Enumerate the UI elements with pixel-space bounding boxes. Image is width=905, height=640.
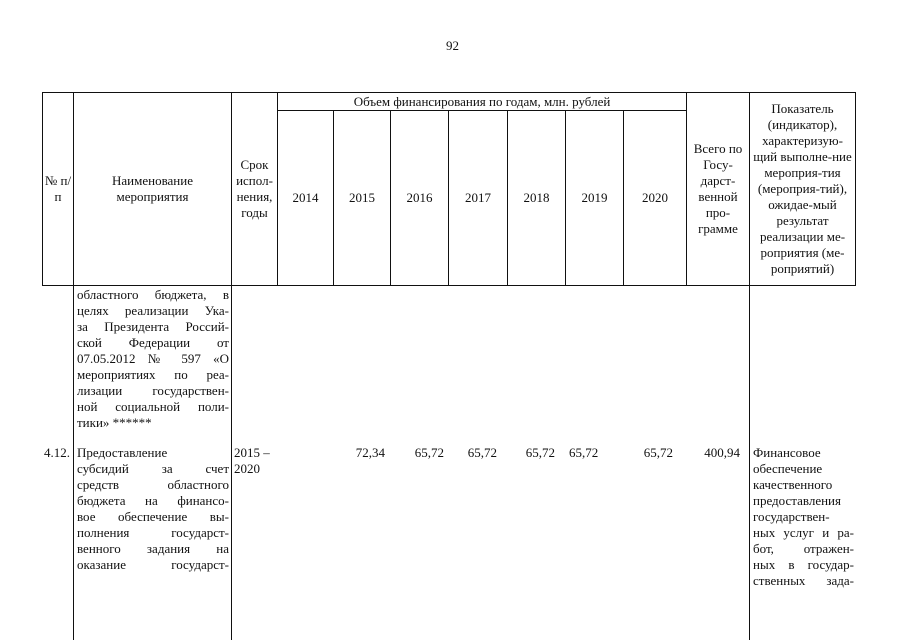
text-line: мероприятиях по реа- bbox=[77, 367, 229, 382]
text-line: бот, отражен- bbox=[753, 541, 854, 556]
text-line: полнения государст- bbox=[77, 525, 229, 540]
header-num-text: № п/п bbox=[44, 173, 72, 204]
value-total: 400,94 bbox=[704, 445, 740, 460]
row-term bbox=[234, 445, 278, 477]
text-line: ных в государ- bbox=[753, 557, 854, 572]
column-line bbox=[73, 285, 74, 640]
text-line: областного бюджета, в bbox=[77, 287, 229, 302]
header-indicator-text: Показатель (индикатор), характеризую-щий выполне-ние мероприя-тия (мероприя-тий), ожидае-мый результат реализации ме-роприятия (ме-роприятий) bbox=[753, 101, 852, 276]
text-line: ской Федерации от bbox=[77, 335, 229, 350]
text-line: вое обеспечение вы- bbox=[77, 509, 229, 524]
text-line: 2020 bbox=[234, 461, 260, 476]
text-line: предоставления bbox=[753, 493, 841, 508]
text-line: субсидий за счет bbox=[77, 461, 229, 476]
year-label: 2020 bbox=[642, 190, 668, 205]
continuation-text bbox=[77, 287, 229, 431]
header-year-2018 bbox=[507, 110, 566, 286]
header-funding-title-text: Объем финансирования по годам, млн. рублей bbox=[353, 93, 611, 109]
year-label: 2018 bbox=[523, 190, 550, 205]
header-year-2020 bbox=[623, 110, 687, 286]
header-term bbox=[231, 92, 278, 286]
text-line: обеспечение bbox=[753, 461, 823, 476]
page-number: 92 bbox=[446, 38, 459, 53]
value-2016: 65,72 bbox=[414, 445, 444, 460]
column-line bbox=[749, 285, 750, 640]
text-line: за Президента Россий- bbox=[77, 319, 229, 334]
year-label: 2016 bbox=[406, 190, 433, 205]
text-line: ных услуг и ра- bbox=[753, 525, 854, 540]
header-indicator bbox=[749, 92, 856, 286]
year-label: 2015 bbox=[349, 190, 375, 205]
column-line bbox=[231, 285, 232, 640]
value-2017: 65,72 bbox=[467, 445, 497, 460]
year-label: 2014 bbox=[292, 190, 319, 205]
text-line: Предоставление bbox=[77, 445, 168, 460]
header-total bbox=[686, 92, 750, 286]
year-label: 2019 bbox=[581, 190, 608, 205]
row-number: 4.12. bbox=[44, 445, 70, 460]
text-line: целях реализации Ука- bbox=[77, 303, 229, 318]
header-name bbox=[73, 92, 232, 286]
text-line: 2015 – bbox=[234, 445, 270, 460]
value-2018: 65,72 bbox=[525, 445, 555, 460]
text-line: государствен- bbox=[753, 509, 830, 524]
header-year-2019 bbox=[565, 110, 624, 286]
header-name-text: Наименование мероприятия bbox=[112, 173, 193, 204]
value-2020: 65,72 bbox=[643, 445, 673, 460]
header-term-text: Срок испол-нения, годы bbox=[236, 157, 273, 220]
year-label: 2017 bbox=[465, 190, 491, 205]
text-line: венного задания на bbox=[77, 541, 229, 556]
value-2015: 72,34 bbox=[355, 445, 385, 460]
text-line: оказание государст- bbox=[77, 557, 229, 572]
header-year-2016 bbox=[390, 110, 449, 286]
text-line: ной социальной поли- bbox=[77, 399, 229, 414]
text-line: средств областного bbox=[77, 477, 229, 492]
header-year-2014 bbox=[277, 110, 334, 286]
value-2019: 65,72 bbox=[569, 445, 599, 460]
text-line: тики» ****** bbox=[77, 415, 152, 430]
header-year-2017 bbox=[448, 110, 508, 286]
text-line: лизации государствен- bbox=[77, 383, 229, 398]
text-line: Финансовое bbox=[753, 445, 821, 460]
row-indicator bbox=[753, 445, 854, 589]
row-name bbox=[77, 445, 229, 573]
header-year-2015 bbox=[333, 110, 391, 286]
text-line: 07.05.2012 № 597 «О bbox=[77, 351, 229, 366]
text-line: качественного bbox=[753, 477, 833, 492]
header-funding-title bbox=[277, 92, 687, 111]
header-num bbox=[42, 92, 74, 286]
header-total-text: Всего по Госу-дарст-венной про-грамме bbox=[693, 141, 743, 236]
text-line: ственных зада- bbox=[753, 573, 854, 588]
text-line: бюджета на финансо- bbox=[77, 493, 229, 508]
